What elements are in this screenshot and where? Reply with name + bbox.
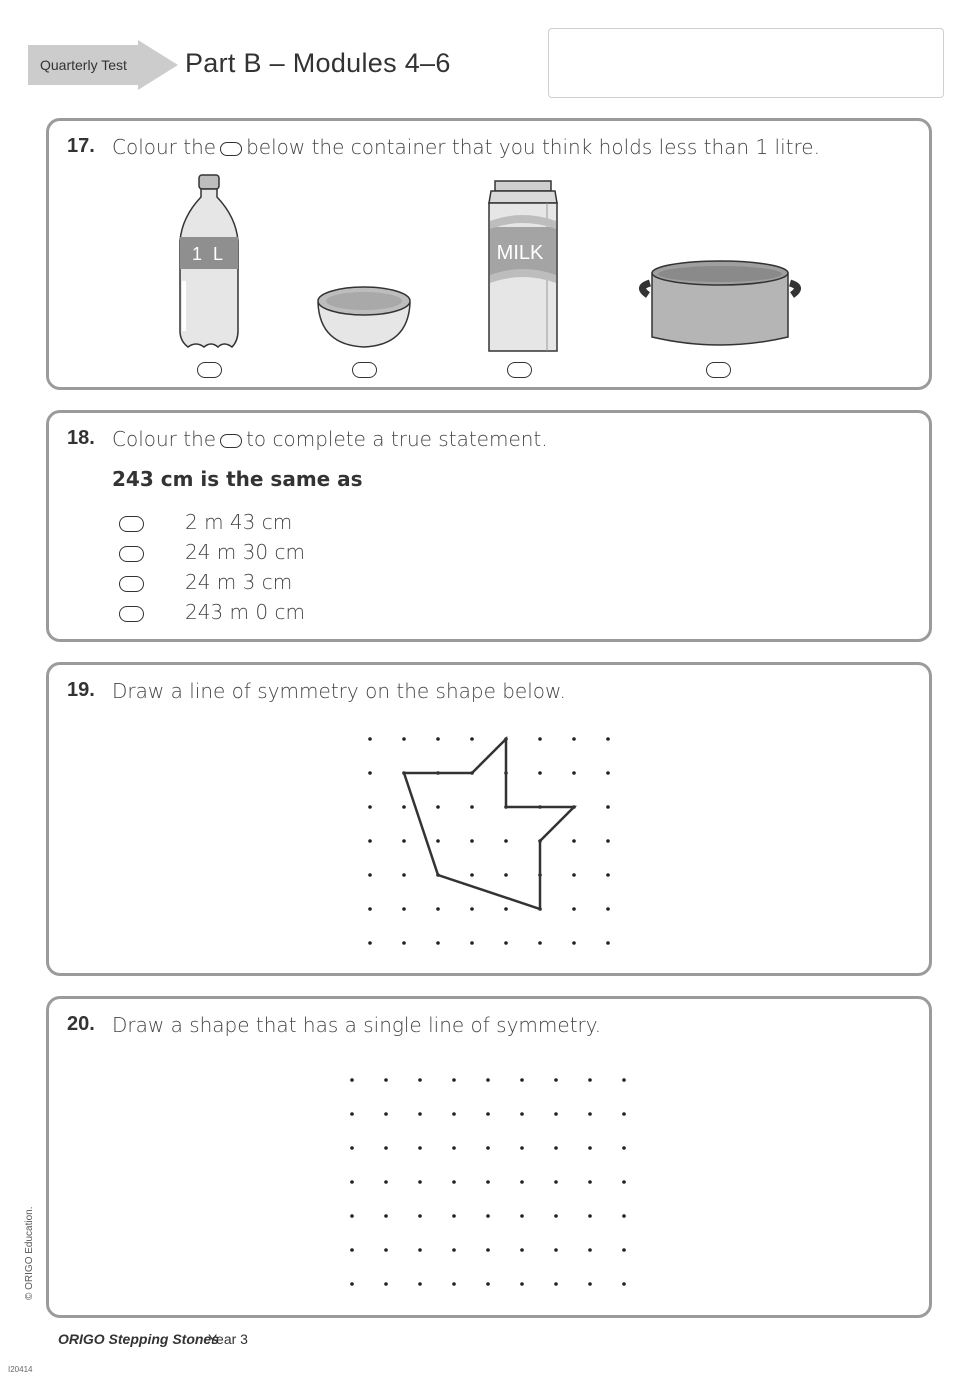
grid-dot <box>520 1146 524 1150</box>
name-box[interactable] <box>548 28 944 98</box>
option-oval[interactable] <box>119 606 144 622</box>
grid-dot <box>368 805 372 809</box>
grid-dot <box>470 907 474 911</box>
text-after: below the container that you think holds less than 1 litre. <box>246 135 820 159</box>
grid-dot <box>350 1282 354 1286</box>
grid-dot <box>402 873 406 877</box>
grid-dot <box>384 1248 388 1252</box>
answer-oval-carton[interactable] <box>507 362 532 378</box>
question-17 <box>46 118 932 390</box>
option-text: 243 m 0 cm <box>185 600 305 624</box>
grid-dot <box>588 1078 592 1082</box>
question-20 <box>46 996 932 1318</box>
question-text <box>112 135 820 159</box>
grid-dot <box>622 1180 626 1184</box>
grid-dot <box>368 907 372 911</box>
footer-year: Year 3 <box>208 1331 248 1347</box>
page-title: Part B – Modules 4–6 <box>185 48 451 78</box>
question-number: 17. <box>67 135 95 157</box>
grid-dot <box>606 873 610 877</box>
grid-dot <box>486 1248 490 1252</box>
grid-dot <box>554 1078 558 1082</box>
option-text: 24 m 30 cm <box>185 540 305 564</box>
question-number: 20. <box>67 1013 95 1035</box>
grid-dot <box>470 941 474 945</box>
milk-carton-illustration <box>487 179 559 355</box>
bottle-label: 1 L <box>191 244 227 264</box>
page-code: I20414 <box>8 1365 33 1374</box>
grid-dot <box>588 1180 592 1184</box>
grid-dot <box>572 941 576 945</box>
grid-dot <box>622 1214 626 1218</box>
grid-dot <box>572 873 576 877</box>
question-number: 19. <box>67 679 95 701</box>
grid-dot <box>538 941 542 945</box>
grid-dot <box>402 805 406 809</box>
grid-dot <box>402 839 406 843</box>
grid-dot <box>486 1282 490 1286</box>
grid-dot <box>606 805 610 809</box>
grid-dot <box>504 839 508 843</box>
grid-dot <box>538 771 542 775</box>
grid-dot <box>588 1112 592 1116</box>
text-before: Colour the <box>112 427 217 451</box>
grid-dot <box>520 1112 524 1116</box>
grid-dot <box>418 1282 422 1286</box>
grid-dot <box>418 1180 422 1184</box>
answer-oval-pot[interactable] <box>706 362 731 378</box>
grid-dot <box>504 941 508 945</box>
grid-dot <box>368 737 372 741</box>
grid-dot <box>350 1146 354 1150</box>
answer-oval-bowl[interactable] <box>352 362 377 378</box>
grid-dot <box>368 771 372 775</box>
grid-dot <box>622 1112 626 1116</box>
option-oval[interactable] <box>119 576 144 592</box>
copyright: © ORIGO Education. <box>24 1206 35 1300</box>
grid-dot <box>384 1180 388 1184</box>
question-number: 18. <box>67 427 95 449</box>
grid-dot <box>436 805 440 809</box>
grid-dot <box>350 1112 354 1116</box>
grid-dot <box>606 771 610 775</box>
grid-dot <box>418 1112 422 1116</box>
grid-dot <box>588 1146 592 1150</box>
question-text <box>112 427 548 451</box>
answer-oval-bottle[interactable] <box>197 362 222 378</box>
bowl-illustration <box>314 279 414 351</box>
grid-dot <box>402 941 406 945</box>
grid-dot <box>622 1146 626 1150</box>
grid-dot <box>486 1214 490 1218</box>
grid-dot <box>486 1146 490 1150</box>
grid-dot <box>606 941 610 945</box>
grid-dot <box>436 839 440 843</box>
grid-dot <box>486 1112 490 1116</box>
question-19 <box>46 662 932 976</box>
carton-label: MILK <box>496 242 544 264</box>
grid-dot <box>554 1180 558 1184</box>
question-text: Draw a line of symmetry on the shape below. <box>112 679 566 703</box>
grid-dot <box>554 1112 558 1116</box>
grid-dot <box>606 737 610 741</box>
grid-dot <box>452 1112 456 1116</box>
grid-dot <box>554 1248 558 1252</box>
grid-dot <box>470 737 474 741</box>
grid-dot <box>470 839 474 843</box>
grid-dot <box>588 1248 592 1252</box>
grid-dot <box>554 1214 558 1218</box>
grid-dot <box>368 873 372 877</box>
grid-dot <box>436 907 440 911</box>
shape-outline <box>404 739 574 909</box>
grid-dot <box>384 1146 388 1150</box>
grid-dot <box>384 1112 388 1116</box>
grid-dot <box>418 1146 422 1150</box>
dot-grid[interactable] <box>49 665 929 973</box>
grid-dot <box>418 1214 422 1218</box>
grid-dot <box>418 1078 422 1082</box>
grid-dot <box>622 1248 626 1252</box>
bottle-illustration <box>174 171 244 353</box>
grid-dot <box>486 1180 490 1184</box>
grid-dot <box>622 1078 626 1082</box>
grid-dot <box>452 1214 456 1218</box>
text-after: to complete a true statement. <box>246 427 548 451</box>
grid-dot <box>588 1282 592 1286</box>
grid-dot <box>572 771 576 775</box>
text-before: Colour the <box>112 135 217 159</box>
grid-dot <box>538 737 542 741</box>
grid-dot <box>402 907 406 911</box>
question-18 <box>46 410 932 642</box>
statement: 243 cm is the same as <box>112 467 363 491</box>
grid-dot <box>384 1214 388 1218</box>
tag-label: Quarterly Test <box>40 57 127 73</box>
option-text: 2 m 43 cm <box>185 510 293 534</box>
grid-dot <box>368 839 372 843</box>
grid-dot <box>452 1282 456 1286</box>
option-oval[interactable] <box>119 516 144 532</box>
pot-illustration <box>634 253 806 353</box>
oval-icon <box>220 142 242 156</box>
grid-dot <box>452 1146 456 1150</box>
grid-dot <box>436 941 440 945</box>
grid-dot <box>350 1180 354 1184</box>
grid-dot <box>350 1214 354 1218</box>
grid-dot <box>470 873 474 877</box>
grid-dot <box>470 805 474 809</box>
grid-dot <box>572 907 576 911</box>
grid-dot <box>572 737 576 741</box>
grid-dot <box>520 1282 524 1286</box>
grid-dot <box>368 941 372 945</box>
grid-dot <box>504 873 508 877</box>
grid-dot <box>384 1078 388 1082</box>
grid-dot <box>606 907 610 911</box>
grid-dot <box>486 1078 490 1082</box>
option-oval[interactable] <box>119 546 144 562</box>
grid-dot <box>520 1078 524 1082</box>
grid-dot <box>588 1214 592 1218</box>
grid-dot <box>350 1078 354 1082</box>
footer-brand: ORIGO Stepping Stones <box>58 1331 220 1347</box>
grid-dot <box>622 1282 626 1286</box>
question-text: Draw a shape that has a single line of symmetry. <box>112 1013 602 1037</box>
grid-dot <box>520 1214 524 1218</box>
grid-dot <box>606 839 610 843</box>
grid-dot <box>350 1248 354 1252</box>
grid-dot <box>554 1282 558 1286</box>
grid-dot <box>452 1248 456 1252</box>
grid-dot <box>504 907 508 911</box>
grid-dot <box>384 1282 388 1286</box>
oval-icon <box>220 434 242 448</box>
grid-dot <box>572 839 576 843</box>
grid-dot <box>436 737 440 741</box>
grid-dot <box>452 1180 456 1184</box>
grid-dot <box>452 1078 456 1082</box>
grid-dot <box>520 1248 524 1252</box>
dot-grid[interactable] <box>49 999 929 1315</box>
grid-dot <box>402 737 406 741</box>
grid-dot <box>418 1248 422 1252</box>
grid-dot <box>520 1180 524 1184</box>
option-text: 24 m 3 cm <box>185 570 293 594</box>
grid-dot <box>554 1146 558 1150</box>
